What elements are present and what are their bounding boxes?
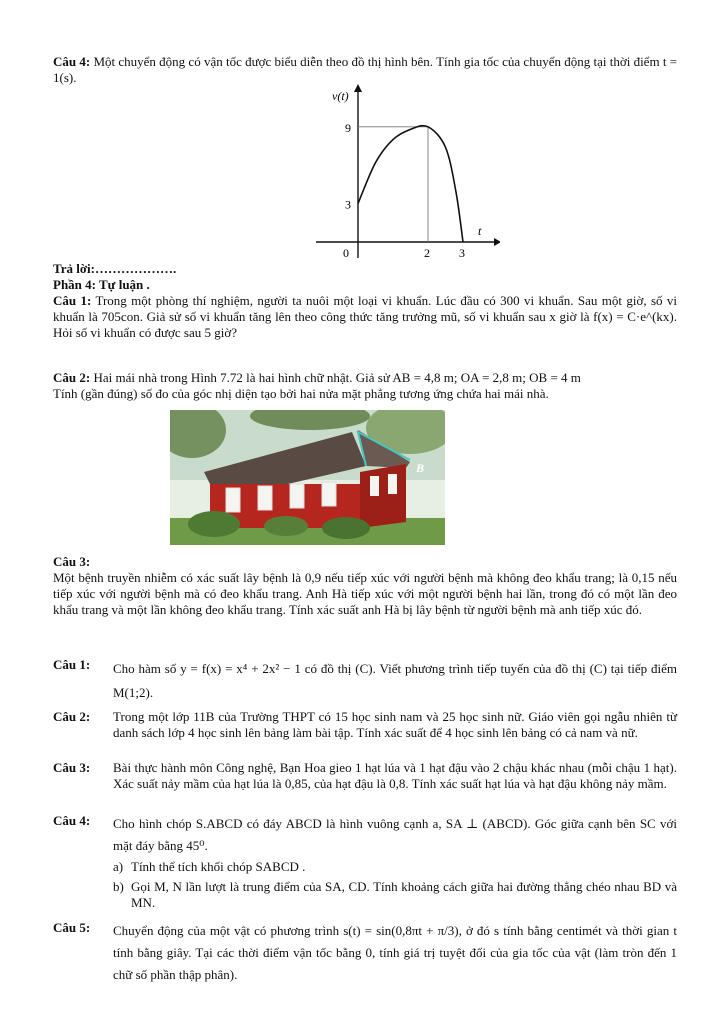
x-tick-label: 2 <box>424 246 430 260</box>
list-c4-text: Cho hình chóp S.ABCD có đáy ABCD là hình vuông cạnh a, SA ⊥ (ABCD). Góc giữa cạnh bên SC với mặt đáy bằng 45⁰. <box>113 816 677 853</box>
origin-label: 0 <box>343 246 349 260</box>
list-c4-b-mark: b) <box>113 879 124 895</box>
list-c4-b-text: Gọi M, N lần lượt là trung điểm của SA, CD. Tính khoảng cách giữa hai đường thẳng chéo nhau BD và MN. <box>131 879 677 911</box>
list-c1-label: Câu 1: <box>53 657 91 672</box>
q4-text: Một chuyển động có vận tốc được biểu diễn theo đồ thị hình bên. Tính gia tốc của chuyển động tại thời điểm t = 1(s). <box>53 54 678 86</box>
list-c5-label: Câu 5: <box>53 920 91 935</box>
list-c4-a <box>113 859 677 875</box>
p4-q1-label: Câu 1: <box>53 293 92 308</box>
list-c2-label: Câu 2: <box>53 709 91 724</box>
p4-q2 <box>53 370 677 386</box>
part4-title: Phần 4: Tự luận . <box>53 277 150 292</box>
q4-label: Câu 4: <box>53 54 91 69</box>
p4-q2-text2: Tính (gần đúng) số đo của góc nhị diện tạo bởi hai nửa mặt phẳng tương ứng chứa hai mái nhà. <box>53 386 549 401</box>
p4-q1 <box>53 293 677 342</box>
y-axis-label: v(t) <box>332 89 349 103</box>
list-c5-text: Chuyển động của một vật có phương trình s(t) = sin(0,8πt + π/3), ở đó s tính bằng centimét và thời gian t tính bằng giây. Tại các thời điểm vận tốc bằng 0, tính giá trị tuyệt đối của gia tốc của vật (làm tròn đến 1 chữ số phần thập phân). <box>113 923 677 982</box>
list-c2-text: Trong một lớp 11B của Trường THPT có 15 học sinh nam và 25 học sinh nữ. Giáo viên gọi ngẫu nhiên từ danh sách lớp 4 học sinh lên bảng làm bài tập. Tính xác suất để 4 học sinh lên bảng có cả nam và nữ. <box>113 709 677 741</box>
y-axis-arrow <box>354 84 362 92</box>
x-tick-label: 3 <box>459 246 465 260</box>
answer-line: Trả lời:………………. <box>53 261 177 276</box>
velocity-curve <box>358 126 463 242</box>
house-photo <box>170 410 445 545</box>
p4-q3-text: Một bệnh truyền nhiễm có xác suất lây bệnh là 0,9 nếu tiếp xúc với người bệnh mà không đeo khẩu trang; là 0,15 nếu tiếp xúc với người bệnh mà có đeo khẩu trang. Anh Hà tiếp xúc với một người bệnh hai lần, trong đó có một lần đeo khẩu trang và một lần không đeo khẩu trang. Tính xác suất anh Hà bị lây bệnh từ người bệnh mà anh tiếp xúc đó. <box>53 570 677 618</box>
p4-q1-text: Trong một phòng thí nghiệm, người ta nuôi một loại vi khuẩn. Lúc đầu có 300 vi khuẩn. Sau một giờ, số vi khuẩn là 705con. Giả sử số vi khuẩn tăng lên theo công thức tăng trưởng mũ, số vi khuẩn sau x giờ là f(x) = C·e^(kx). Hỏi số vi khuẩn có được sau 5 giờ? <box>53 293 677 341</box>
x-axis-arrow <box>494 238 500 246</box>
y-tick-label: 3 <box>345 197 351 212</box>
p4-q2-text: Hai mái nhà trong Hình 7.72 là hai hình chữ nhật. Giả sử AB = 4,8 m; OA = 2,8 m; OB = 4 m <box>93 370 581 385</box>
list-c3-label: Câu 3: <box>53 760 91 775</box>
x-axis-label: t <box>478 224 482 238</box>
photo-label-b: B <box>416 461 425 475</box>
list-c4-body <box>113 813 677 912</box>
list-c4-a-text: Tính thể tích khối chóp SABCD . <box>131 859 306 874</box>
list-c4-label: Câu 4: <box>53 813 91 828</box>
p4-q2-label: Câu 2: <box>53 370 91 385</box>
p4-q3-label: Câu 3: <box>53 554 91 569</box>
velocity-chart <box>300 82 500 264</box>
list-c4-b <box>113 879 677 911</box>
list-c4-a-mark: a) <box>113 859 124 874</box>
list-c3-text: Bài thực hành môn Công nghệ, Bạn Hoa gieo 1 hạt lúa và 1 hạt đậu vào 2 chậu khác nhau (mỗi chậu 1 hạt). Xác suất nảy mầm của hạt lúa là 0,85, của hạt đậu là 0,8. Tính xác suất hạt lúa và hạt đậu không nảy mầm. <box>113 760 677 792</box>
list-c1-text: Cho hàm số y = f(x) = x⁴ + 2x² − 1 có đồ thị (C). Viết phương trình tiếp tuyến của đồ thị (C) tại tiếp điểm M(1;2). <box>113 661 677 700</box>
y-tick-label: 9 <box>345 120 351 135</box>
